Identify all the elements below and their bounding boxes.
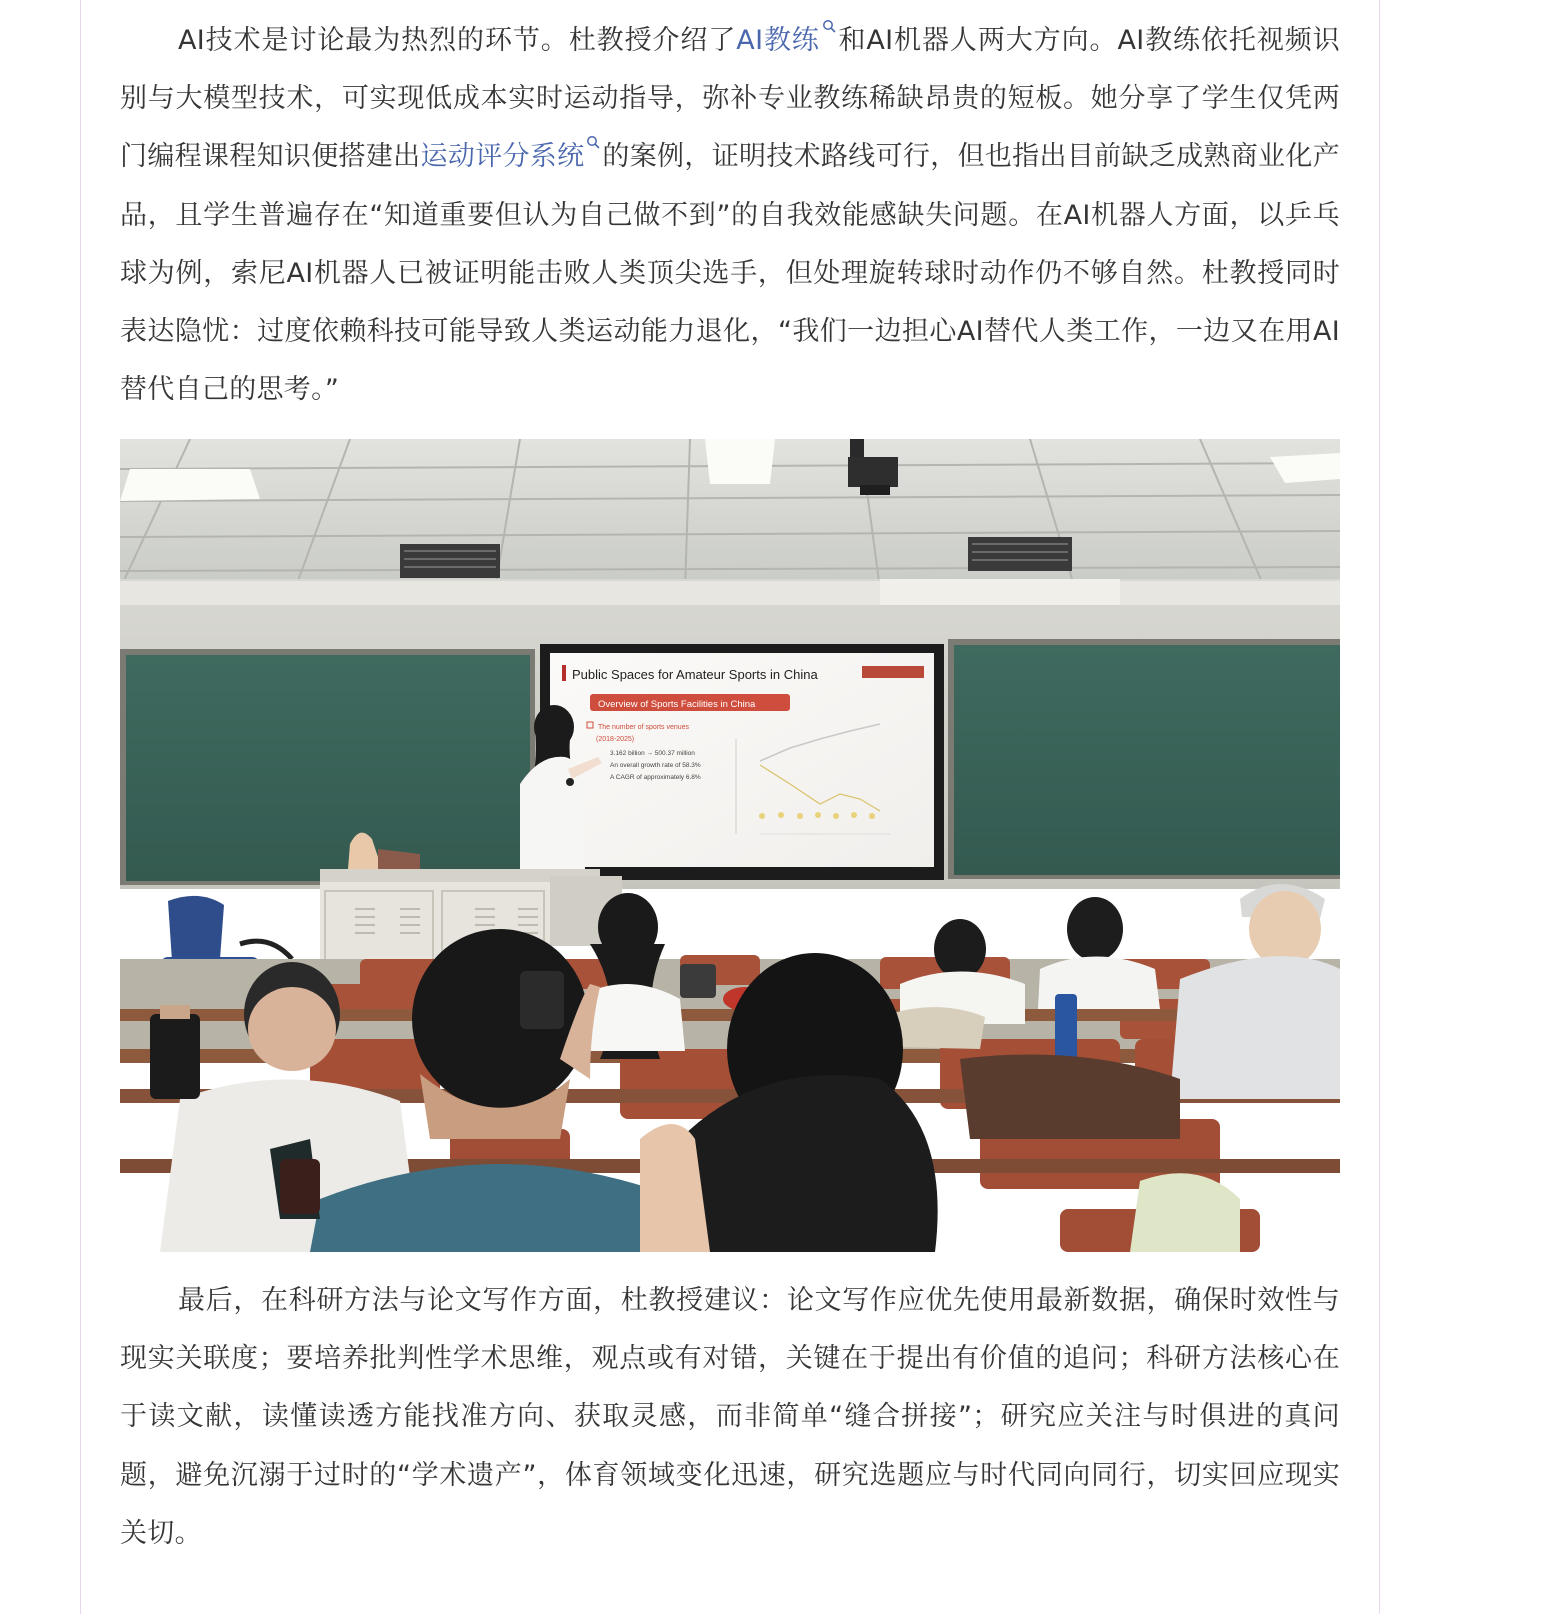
slide-title: Public Spaces for Amateur Sports in China (572, 667, 818, 682)
keyword-link-label[interactable]: AI教练 (736, 25, 820, 56)
paragraph-text: 和AI机器人两大方向。AI教练依托视频识别与大模型技术，可实现低成本实时运动指导，弥补专业教练稀缺昂贵的短板。她分享了学生仅凭两门编程课程知识便搭建出 (120, 25, 1340, 173)
keyword-link-scoring-system[interactable] (421, 141, 603, 172)
slide-line: A CAGR of approximately 6.8% (610, 774, 701, 781)
slide-bullet: The number of sports venues (598, 724, 690, 731)
slide-line: 3.162 billion → 500.37 million (610, 750, 695, 757)
keyword-link-ai-coach[interactable] (736, 25, 838, 56)
lecture-photo (120, 439, 1340, 1252)
slide-banner: Overview of Sports Facilities in China (598, 699, 756, 710)
paragraph-text: 的案例，证明技术路线可行，但也指出目前缺乏成熟商业化产品，且学生普遍存在“知道重要但认为自己做不到”的自我效能感缺失问题。在AI机器人方面，以乒乓球为例，索尼AI机器人已被证明能击败人类顶尖选手，但处理旋转球时动作仍不够自然。杜教授同时表达隐忧：过度依赖科技可能导致人类运动能力退化，“我们一边担心AI替代人类工作，一边又在用AI替代自己的思考。” (120, 141, 1340, 406)
article-paragraph-ai (120, 12, 1340, 419)
keyword-link-label[interactable]: 运动评分系统 (420, 141, 585, 173)
slide-years: (2018-2025) (596, 736, 635, 743)
article-paragraph-research-methods: 最后，在科研方法与论文写作方面，杜教授建议：论文写作应优先使用最新数据，确保时效性与现实关联度；要培养批判性学术思维，观点或有对错，关键在于提出有价值的追问；科研方法核心在于读文献，读懂读透方能找准方向、获取灵感，而非简单“缝合拼接”；研究应关注与时俱进的真问题，避免沉溺于过时的“学术遗产”，体育领域变化迅速，研究选题应与时代同向同行，切实回应现实关切。 (120, 1285, 1340, 1549)
magnifier-icon[interactable] (586, 135, 600, 155)
magnifier-icon[interactable] (822, 19, 836, 39)
slide-line: An overall growth rate of 58.3% (610, 762, 701, 769)
paragraph-text: AI技术是讨论最为热烈的环节。杜教授介绍了 (178, 25, 737, 56)
